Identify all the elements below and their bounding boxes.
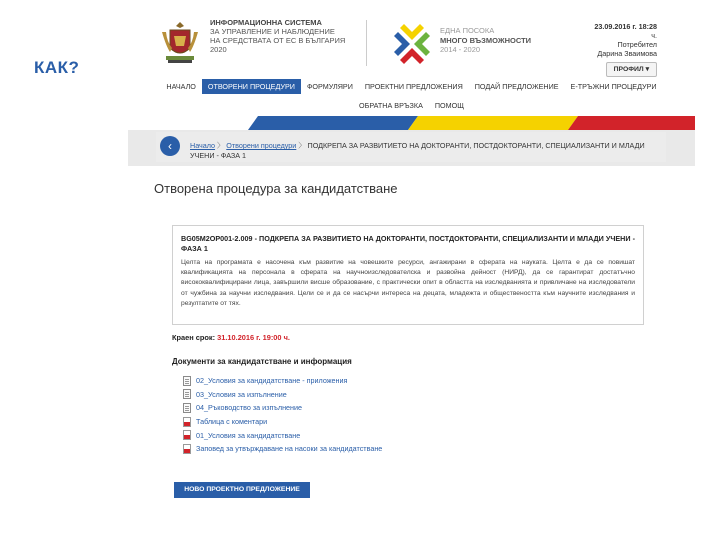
deadline [172, 333, 290, 342]
document-link[interactable]: 01_Условия за кандидатстване [196, 430, 301, 440]
tricolor-stripe [128, 116, 695, 130]
site-header [128, 0, 695, 75]
document-file-icon [183, 389, 191, 399]
nav-item-home[interactable]: НАЧАЛО [166, 82, 196, 91]
list-item [183, 415, 382, 429]
document-link[interactable]: 04_Ръководство за изпълнение [196, 403, 303, 413]
document-link[interactable]: Таблица с коментари [196, 417, 268, 427]
breadcrumb-text [190, 141, 660, 161]
document-file-icon [183, 376, 191, 386]
document-link[interactable]: 02_Условия за кандидатстване - приложения [196, 376, 348, 386]
nav-item-open-procedures[interactable]: ОТВОРЕНИ ПРОЦЕДУРИ [202, 79, 301, 94]
coat-of-arms-icon [158, 18, 202, 66]
nav-item-e-tenders[interactable]: Е-ТРЪЖНИ ПРОЦЕДУРИ [570, 82, 657, 91]
documents-title: Документи за кандидатстване и информация [172, 357, 352, 366]
document-file-icon [183, 403, 191, 413]
eu-programme-logo-icon [392, 24, 432, 64]
document-link[interactable]: 03_Условия за изпълнение [196, 389, 287, 399]
breadcrumb [156, 132, 666, 162]
pdf-file-icon [183, 430, 191, 440]
main-nav [128, 79, 695, 113]
nav-item-forms[interactable]: ФОРМУЛЯРИ [306, 82, 353, 91]
breadcrumb-current: ПОДКРЕПА ЗА РАЗВИТИЕТО НА ДОКТОРАНТИ, ПОСТДОКТОРАНТИ, СПЕЦИАЛИЗАНТИ И МЛАДИ УЧЕНИ - ФАЗА 1 [190, 141, 645, 160]
user-name: Дарина Зваимова [597, 49, 657, 58]
current-datetime: 23.09.2016 г. 18:28 [594, 22, 657, 31]
page-title: Отворена процедура за кандидатстване [154, 181, 398, 196]
eu-programme-text: ЕДНА ПОСОКА МНОГО ВЪЗМОЖНОСТИ 2014 - 2020 [440, 26, 532, 54]
header-divider [366, 20, 367, 66]
slide-title: КАК? [34, 58, 80, 77]
main-nav-row-2 [128, 98, 695, 113]
main-nav-row-1 [128, 79, 695, 94]
breadcrumb-separator: 〉 [298, 141, 306, 150]
breadcrumb-separator: 〉 [217, 141, 225, 150]
new-project-proposal-button[interactable]: НОВО ПРОЕКТНО ПРЕДЛОЖЕНИЕ [174, 482, 310, 498]
procedure-description: Целта на програмата е насочена към развитие на човешките ресурси, ангажирани в сферата на науката. Целта е да се повишат квалификацията на персонала в сферата на научноизследователска и развойна дейност (НИРД), да се гарантират достатъчно висококвалифицирани лица, завършили висше образование, с практически опит в областта на изследванията и привличане на изследователи от чужбина за научни изследвания. Цели се и да се насърчи интереса на децата, младежта и обществеността към научните изследвания и резултатите от тях. [181, 259, 635, 307]
nav-item-project-proposals[interactable]: ПРОЕКТНИ ПРЕДЛОЖЕНИЯ [364, 82, 463, 91]
list-item [183, 388, 382, 402]
list-item [183, 442, 382, 456]
pdf-file-icon [183, 444, 191, 454]
screenshot [128, 0, 695, 512]
profile-dropdown-button[interactable]: ПРОФИЛ ▾ [606, 62, 657, 77]
breadcrumb-home-link[interactable]: Начало [190, 141, 216, 150]
user-box [594, 22, 657, 77]
user-prefix: ч. [651, 31, 657, 40]
deadline-value: 31.10.2016 г. 19:00 ч. [217, 333, 290, 342]
procedure-info-box [172, 225, 644, 325]
breadcrumb-open-procedures-link[interactable]: Отворени процедури [226, 141, 297, 150]
documents-list [183, 374, 382, 456]
nav-item-submit-proposal[interactable]: ПОДАЙ ПРЕДЛОЖЕНИЕ [474, 82, 559, 91]
nav-item-help[interactable]: ПОМОЩ [434, 101, 464, 110]
nav-item-feedback[interactable]: ОБРАТНА ВРЪЗКА [359, 101, 423, 110]
user-role: Потребител [617, 40, 657, 49]
procedure-heading: BG05M2OP001-2.009 - ПОДКРЕПА ЗА РАЗВИТИЕТО НА ДОКТОРАНТИ, ПОСТДОКТОРАНТИ, СПЕЦИАЛИЗАНТИ И МЛАДИ УЧЕНИ - ФАЗА 1 [181, 234, 635, 253]
list-item [183, 374, 382, 388]
back-chevron-icon[interactable]: ‹ [160, 136, 180, 156]
pdf-file-icon [183, 417, 191, 427]
list-item [183, 428, 382, 442]
list-item [183, 401, 382, 415]
document-link[interactable]: Заповед за утвърждаване на насоки за кандидатстване [196, 444, 383, 454]
system-title: ИНФОРМАЦИОННА СИСТЕМА ЗА УПРАВЛЕНИЕ И НАБЛЮДЕНИЕ НА СРЕДСТВАТА ОТ ЕС В БЪЛГАРИЯ 2020 [210, 18, 346, 54]
deadline-label: Краен срок: [172, 333, 216, 342]
